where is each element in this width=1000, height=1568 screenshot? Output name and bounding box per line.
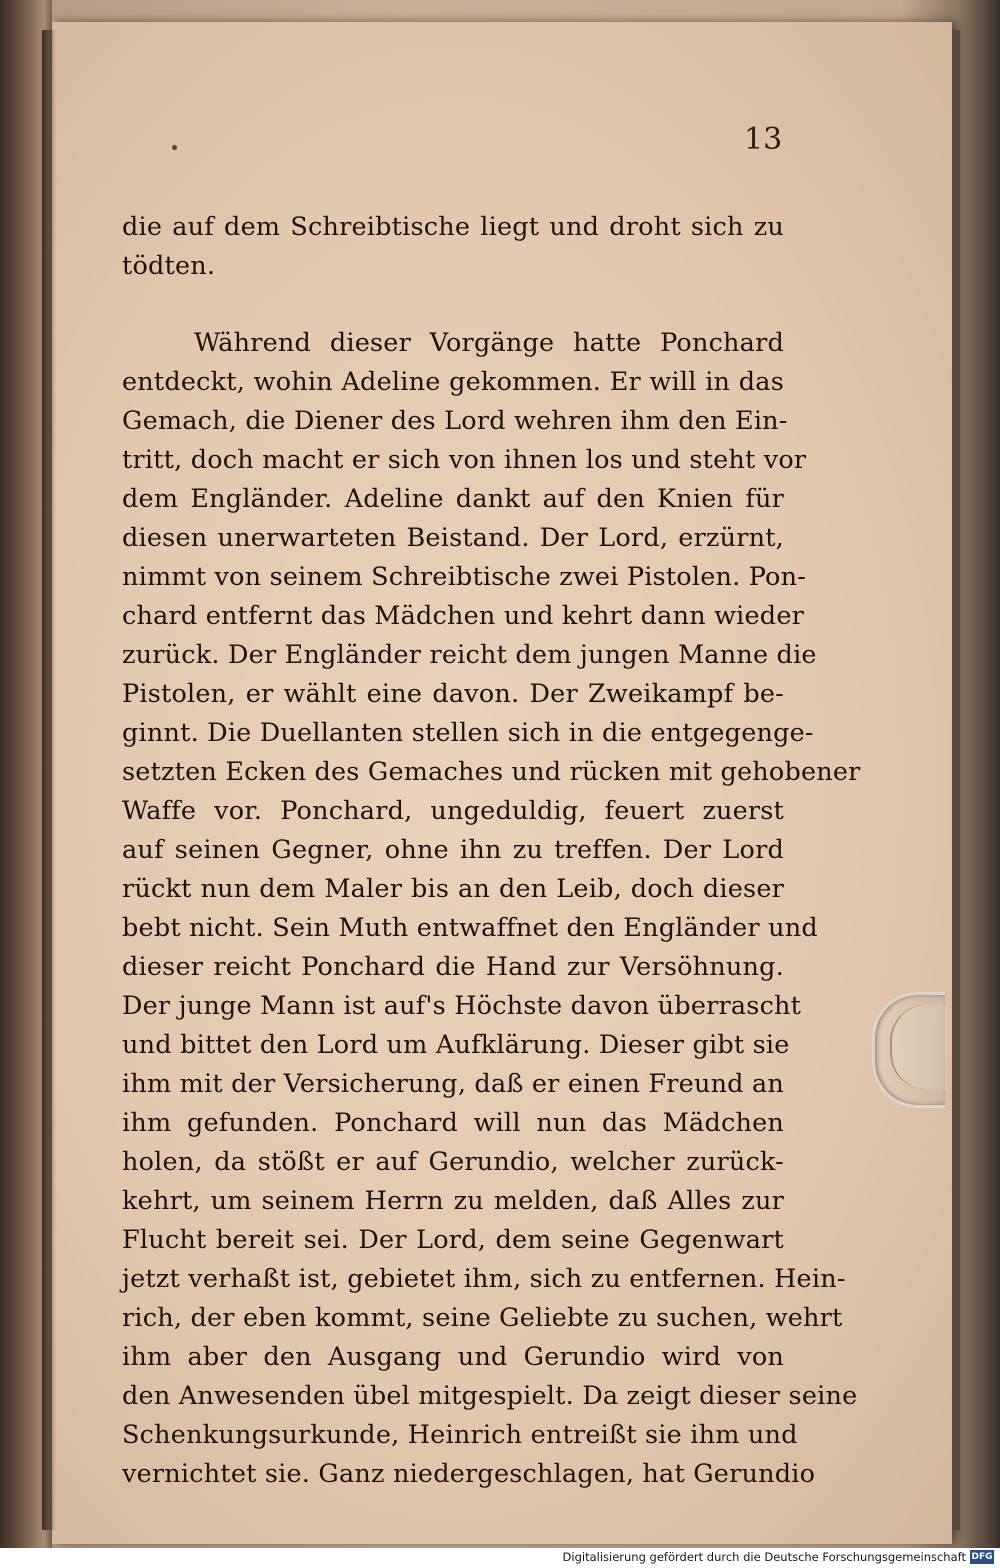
- text-line: chard entfernt das Mädchen und kehrt dann wieder: [122, 601, 805, 631]
- text-line: holen, da stößt er auf Gerundio, welcher zurück-: [122, 1147, 784, 1177]
- text-line: Gemach, die Diener des Lord wehren ihm den Ein-: [122, 406, 788, 436]
- text-line: nimmt von seinem Schreibtische zwei Pistolen. Pon-: [122, 562, 807, 592]
- page-clip-highlight: [890, 1005, 947, 1089]
- text-line: dem Engländer. Adeline dankt auf den Knien für: [122, 484, 784, 514]
- gutter-shadow: [42, 30, 56, 1530]
- funding-credit: Digitalisierung gefördert durch die Deutsche Forschungsgemeinschaft: [562, 1550, 966, 1564]
- text-line: setzten Ecken des Gemaches und rücken mit gehobener: [122, 757, 861, 787]
- text-line: ihm aber den Ausgang und Gerundio wird von: [122, 1342, 784, 1372]
- text-line: diesen unerwarteten Beistand. Der Lord, erzürnt,: [122, 523, 784, 553]
- text-line: tödten.: [122, 251, 216, 281]
- dfg-logo-icon: DFG: [971, 1552, 993, 1562]
- text-line: den Anwesenden übel mitgespielt. Da zeigt dieser seine: [122, 1381, 858, 1411]
- text-line: ihm mit der Versicherung, daß er einen Freund an: [122, 1069, 785, 1099]
- text-line: bebt nicht. Sein Muth entwaffnet den Engländer und: [122, 913, 818, 943]
- text-line: rich, der eben kommt, seine Geliebte zu suchen, wehrt: [122, 1303, 843, 1333]
- page-number: 13: [744, 122, 783, 157]
- text-line: jetzt verhaßt ist, gebietet ihm, sich zu entfernen. Hein-: [122, 1264, 846, 1294]
- text-line: kehrt, um seinem Herrn zu melden, daß Alles zur: [122, 1186, 784, 1216]
- paragraph-gap: [122, 286, 784, 324]
- text-line: Waffe vor. Ponchard, ungeduldig, feuert zuerst: [122, 796, 784, 826]
- text-line: Während dieser Vorgänge hatte Ponchard: [194, 328, 784, 358]
- text-line: Schenkungsurkunde, Heinrich entreißt sie ihm und: [122, 1420, 798, 1450]
- text-line: ginnt. Die Duellanten stellen sich in die entgegenge-: [122, 718, 814, 748]
- text-line: ihm gefunden. Ponchard will nun das Mädchen: [122, 1108, 784, 1138]
- text-line: tritt, doch macht er sich von ihnen los und steht vor: [122, 445, 807, 475]
- ink-speck: [172, 145, 177, 150]
- text-line: die auf dem Schreibtische liegt und droht sich zu: [122, 212, 784, 242]
- text-line: entdeckt, wohin Adeline gekommen. Er will in das: [122, 367, 784, 397]
- text-line: dieser reicht Ponchard die Hand zur Versöhnung.: [122, 952, 784, 982]
- text-line: Flucht bereit sei. Der Lord, dem seine Gegenwart: [122, 1225, 784, 1255]
- text-line: zurück. Der Engländer reicht dem jungen Manne die: [122, 640, 817, 670]
- text-line: und bittet den Lord um Aufklärung. Dieser gibt sie: [122, 1030, 790, 1060]
- text-line: rückt nun dem Maler bis an den Leib, doch dieser: [122, 874, 784, 904]
- text-line: auf seinen Gegner, ohne ihn zu treffen. Der Lord: [122, 835, 784, 865]
- text-line: vernichtet sie. Ganz niedergeschlagen, hat Gerundio: [122, 1459, 816, 1489]
- text-line: Pistolen, er wählt eine davon. Der Zweikampf be-: [122, 679, 784, 709]
- body-text: [122, 208, 861, 1494]
- text-line: Der junge Mann ist auf's Höchste davon überrascht: [122, 991, 802, 1021]
